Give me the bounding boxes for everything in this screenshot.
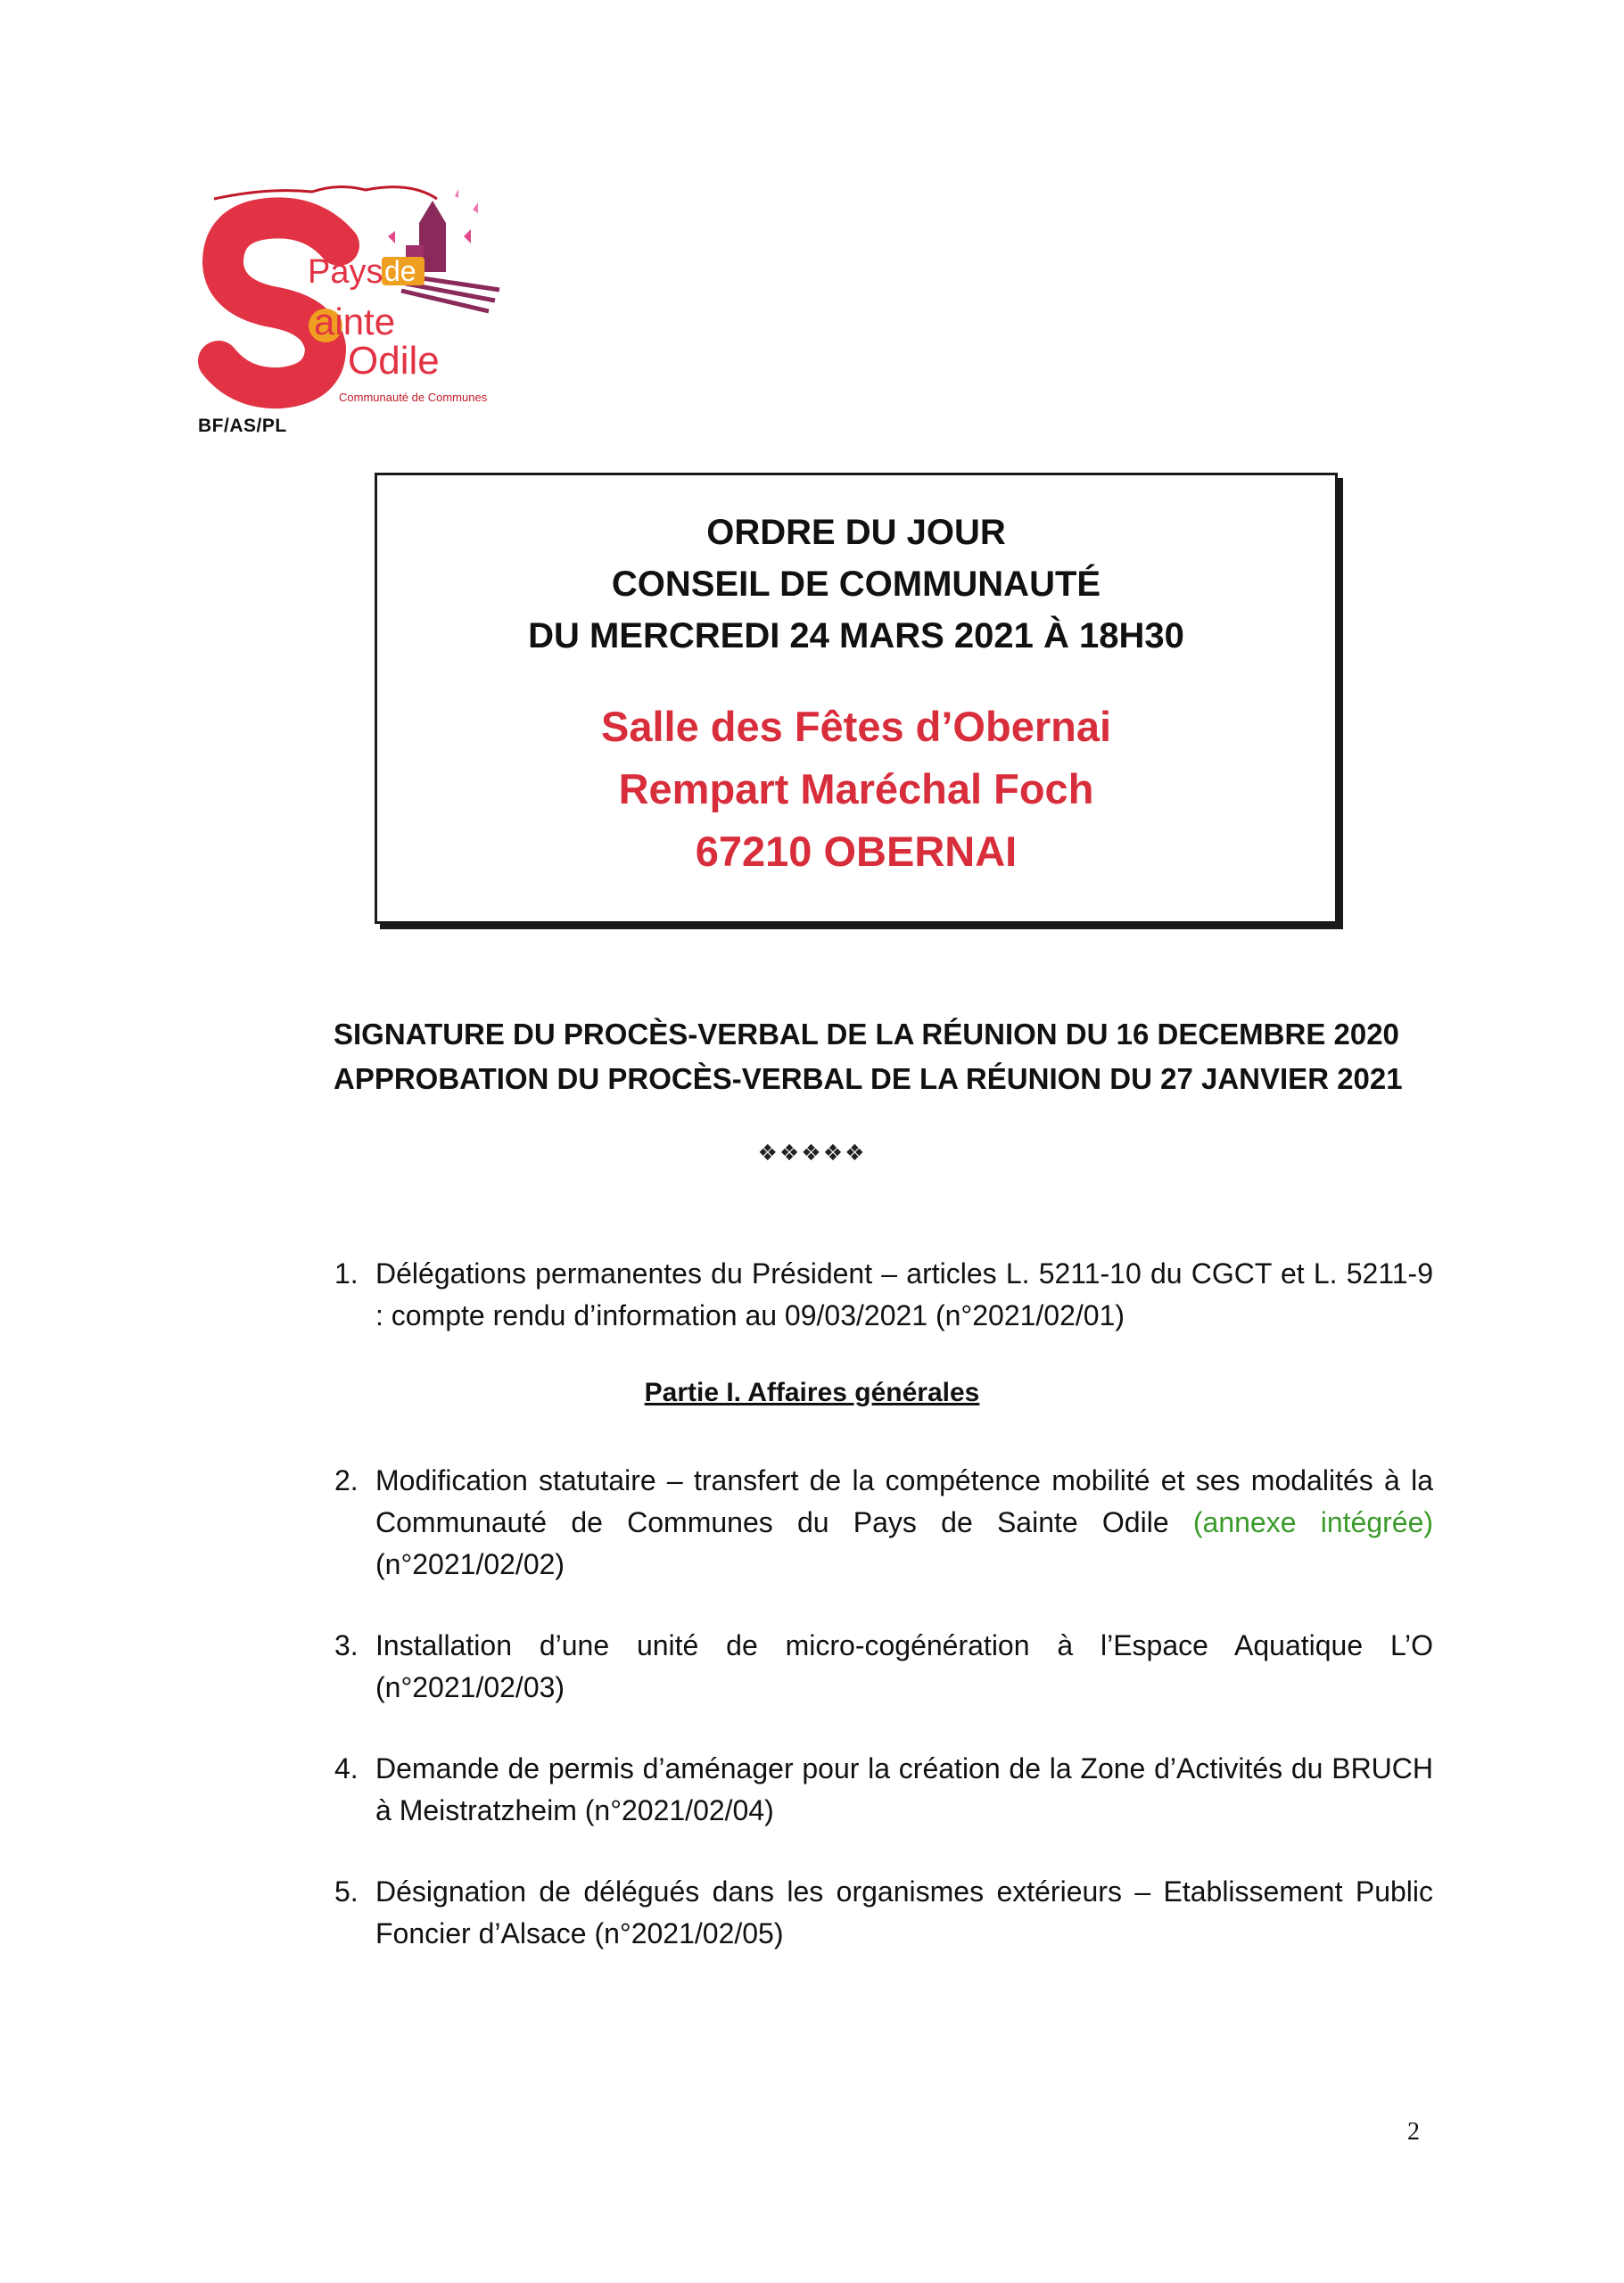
section-title: Partie I. Affaires générales bbox=[644, 1378, 980, 1407]
title-council: CONSEIL DE COMMUNAUTÉ bbox=[611, 565, 1101, 604]
logo bbox=[205, 183, 508, 415]
agenda-item-1 bbox=[334, 1253, 1433, 1337]
minutes-approval-line: APPROBATION DU PROCÈS-VERBAL DE LA RÉUNION DU 27 JANVIER 2021 bbox=[334, 1062, 1403, 1095]
agenda-item-number: 1. bbox=[334, 1257, 359, 1290]
annex-note: (annexe intégrée) bbox=[1192, 1506, 1434, 1538]
agenda-item-reference: (n°2021/02/02) bbox=[375, 1548, 565, 1580]
agenda-item-number: 2. bbox=[334, 1464, 359, 1496]
location-street: Rempart Maréchal Foch bbox=[618, 765, 1094, 812]
agenda-item-text: Désignation de délégués dans les organismes extérieurs – Etablissement Public Foncier d’Alsace (n°2021/02/05) bbox=[375, 1875, 1433, 1949]
agenda-item-number: 4. bbox=[334, 1752, 359, 1784]
logo-word-pays: Pays bbox=[308, 253, 383, 291]
logo-word-de: de bbox=[384, 255, 416, 287]
agenda-item-3 bbox=[334, 1625, 1433, 1709]
logo-word-ainte: ainte bbox=[314, 301, 396, 342]
agenda-item-2 bbox=[334, 1460, 1433, 1586]
agenda-item-number: 5. bbox=[334, 1875, 359, 1908]
location-venue: Salle des Fêtes d’Obernai bbox=[600, 703, 1112, 750]
agenda-item-text: Demande de permis d’aménager pour la création de la Zone d’Activités du BRUCH à Meistratzheim (n°2021/02/04) bbox=[375, 1752, 1433, 1826]
agenda-item-5 bbox=[334, 1871, 1433, 1955]
reference-code: BF/AS/PL bbox=[198, 416, 287, 436]
separator-ornament: ❖❖❖❖❖ bbox=[757, 1141, 867, 1166]
agenda-item-4 bbox=[334, 1748, 1433, 1832]
page-number: 2 bbox=[1407, 2118, 1420, 2146]
agenda-item-text-main: Modification statutaire – transfert de la compétence mobilité et ses modalités à la Communauté de Communes du Pays de Sainte Odile bbox=[375, 1464, 1433, 1538]
agenda-item-text: Installation d’une unité de micro-cogénération à l’Espace Aquatique L’O (n°2021/02/03) bbox=[375, 1629, 1433, 1703]
agenda-item-text bbox=[375, 1460, 1433, 1586]
agenda-item-number: 3. bbox=[334, 1629, 359, 1661]
location-city: 67210 OBERNAI bbox=[695, 828, 1018, 875]
agenda-item-text: Délégations permanentes du Président – articles L. 5211-10 du CGCT et L. 5211-9 : compte rendu d’information au 09/03/2021 (n°2021/02/01) bbox=[375, 1257, 1433, 1331]
title-box bbox=[375, 473, 1338, 924]
logo-subtitle: Communauté de Communes bbox=[339, 391, 488, 404]
minutes-signature-line: SIGNATURE DU PROCÈS-VERBAL DE LA RÉUNION DU 16 DECEMBRE 2020 bbox=[334, 1018, 1399, 1051]
logo-word-odile: Odile bbox=[348, 339, 440, 383]
title-agenda: ORDRE DU JOUR bbox=[706, 513, 1006, 552]
title-date: DU MERCREDI 24 MARS 2021 À 18H30 bbox=[528, 616, 1184, 655]
